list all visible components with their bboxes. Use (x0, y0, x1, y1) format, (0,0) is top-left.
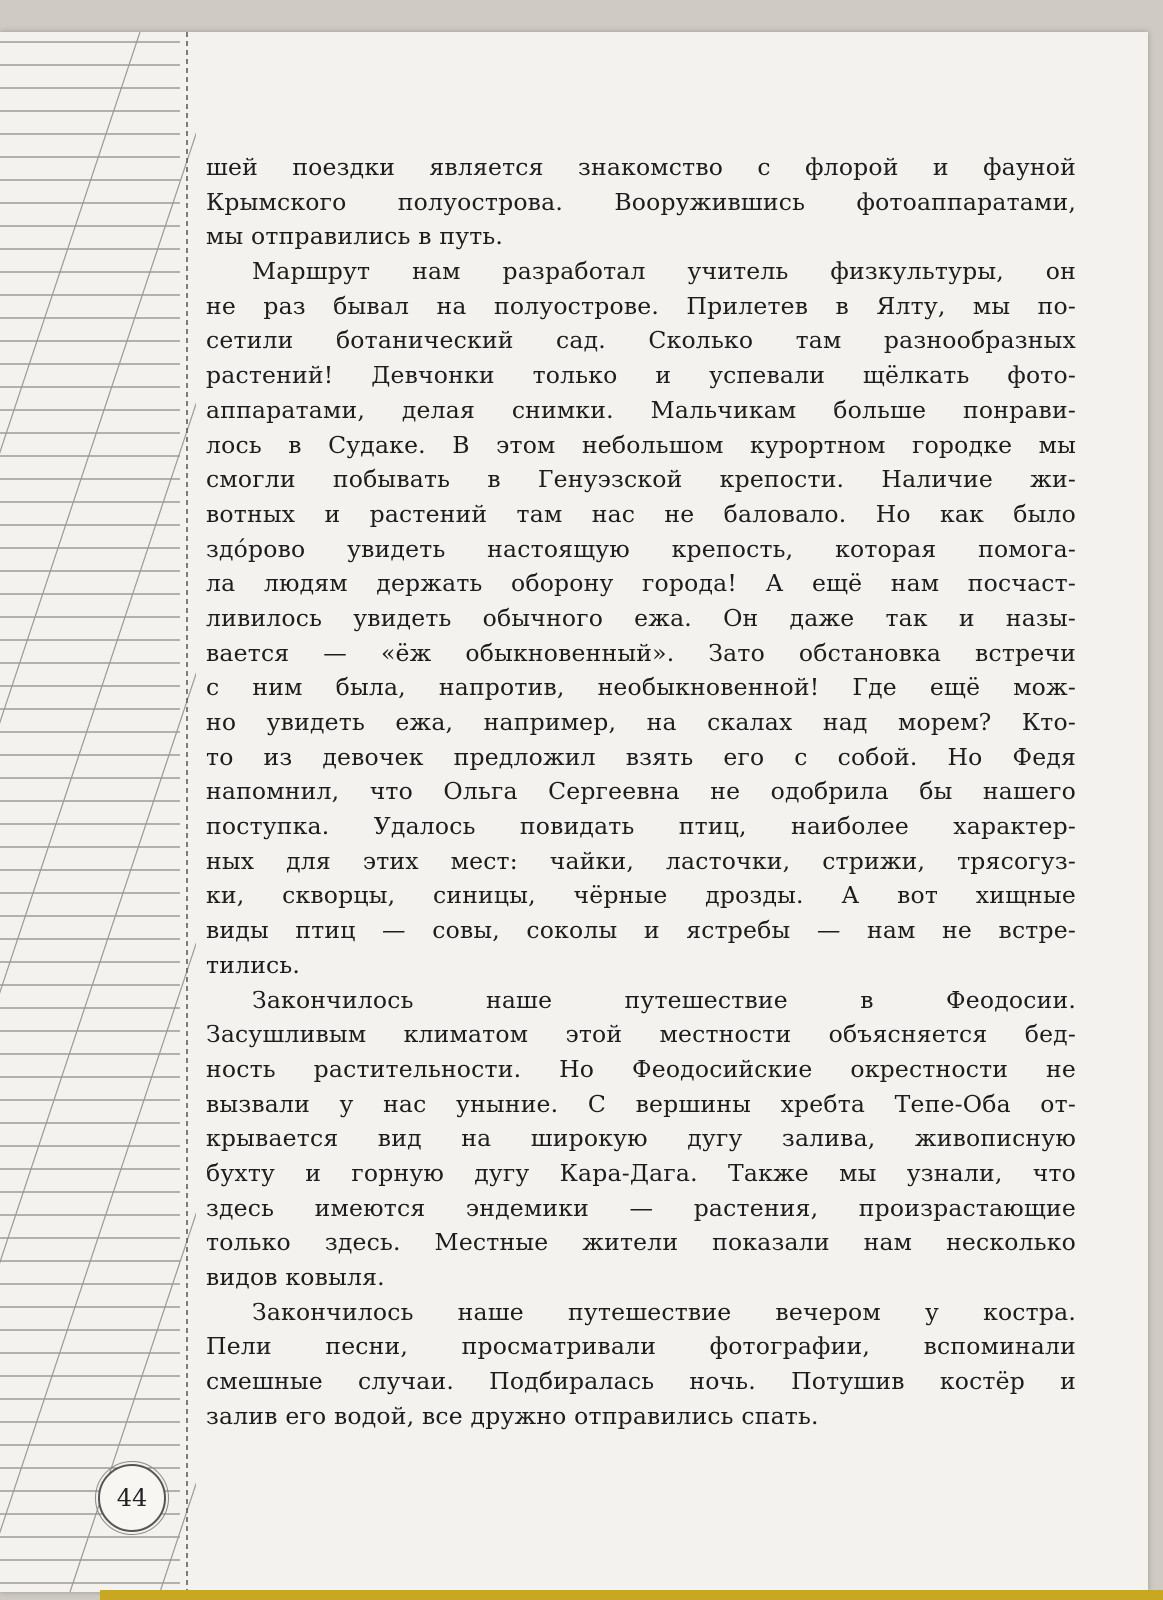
page-edge-strip (100, 1590, 1163, 1600)
text-line: шей поездки является знакомство с флорой и фауной (206, 153, 1076, 181)
page-number: 44 (98, 1464, 166, 1532)
text-line: крывается вид на широкую дугу залива, живописную (206, 1124, 1076, 1153)
text-line: ла людям держать оборону города! А ещё нам посчаст- (206, 569, 1076, 598)
paragraph (206, 150, 1076, 254)
paragraph (206, 254, 1076, 982)
text-line: мы отправились в путь. (206, 222, 504, 251)
text-line: лось в Судаке. В этом небольшом курортном городке мы (206, 430, 1076, 459)
text-line: смогли побывать в Генуэзской крепости. Наличие жи- (206, 465, 1076, 494)
story-text (206, 150, 1076, 1433)
text-line: ных для этих мест: чайки, ласточки, стрижи, трясогуз- (206, 846, 1076, 875)
text-line: смешные случаи. Подбиралась ночь. Потушив костёр и (206, 1367, 1076, 1396)
text-line: сетили ботанический сад. Сколько там разнообразных (206, 326, 1076, 355)
paragraph (206, 983, 1076, 1295)
text-line: здóрово увидеть настоящую крепость, которая помога- (206, 534, 1076, 563)
text-line: тились. (206, 950, 301, 979)
paragraph (206, 1295, 1076, 1434)
text-line: ливилось увидеть обычного ежа. Он даже так и назы- (206, 603, 1076, 632)
text-line: Пели песни, просматривали фотографии, вспоминали (206, 1332, 1076, 1361)
text-line: с ним была, напротив, необыкновенной! Где ещё мож- (206, 673, 1076, 702)
text-line: ность растительности. Но Феодосийские окрестности не (206, 1054, 1076, 1083)
text-line: то из девочек предложил взять его с собой. Но Федя (206, 742, 1076, 771)
text-line: но увидеть ежа, например, на скалах над морем? Кто- (206, 708, 1076, 736)
text-line: видов ковыля. (206, 1263, 385, 1291)
ruled-margin (0, 32, 196, 1592)
text-line: ки, скворцы, синицы, чёрные дрозды. А вот хищные (206, 881, 1076, 910)
ruled-lines-graphic (0, 32, 196, 1592)
text-line: напомнил, что Ольга Сергеевна не одобрила бы нашего (206, 777, 1076, 806)
text-line: здесь имеются эндемики — растения, произрастающие (206, 1193, 1076, 1222)
text-line: виды птиц — совы, соколы и ястребы — нам не встре- (206, 916, 1076, 945)
text-line: вызвали у нас уныние. С вершины хребта Тепе-Оба от- (206, 1089, 1076, 1118)
text-line: не раз бывал на полуострове. Прилетев в Ялту, мы по- (206, 291, 1076, 320)
text-line: залив его водой, все дружно отправились спать. (206, 1401, 819, 1430)
text-line: Закончилось наше путешествие вечером у костра. (252, 1297, 1076, 1326)
text-line: аппаратами, делая снимки. Мальчикам больше понрави- (206, 395, 1076, 424)
text-line: вотных и растений там нас не баловало. Но как было (206, 499, 1076, 528)
text-line: поступка. Удалось повидать птиц, наиболее характер- (206, 812, 1076, 841)
text-line: растений! Девчонки только и успевали щёлкать фото- (206, 361, 1076, 390)
text-line: только здесь. Местные жители показали нам несколько (206, 1228, 1076, 1257)
workbook-page (0, 32, 1148, 1592)
text-line: Маршрут нам разработал учитель физкультуры, он (252, 257, 1076, 286)
text-line: Засушливым климатом этой местности объясняется бед- (206, 1020, 1076, 1049)
text-line: Закончилось наше путешествие в Феодосии. (252, 985, 1076, 1014)
text-line: вается — «ёж обыкновенный». Зато обстановка встречи (206, 638, 1076, 667)
text-line: бухту и горную дугу Кара-Дага. Также мы узнали, что (206, 1158, 1076, 1187)
text-line: Крымского полуострова. Вооружившись фотоаппаратами, (206, 187, 1076, 216)
